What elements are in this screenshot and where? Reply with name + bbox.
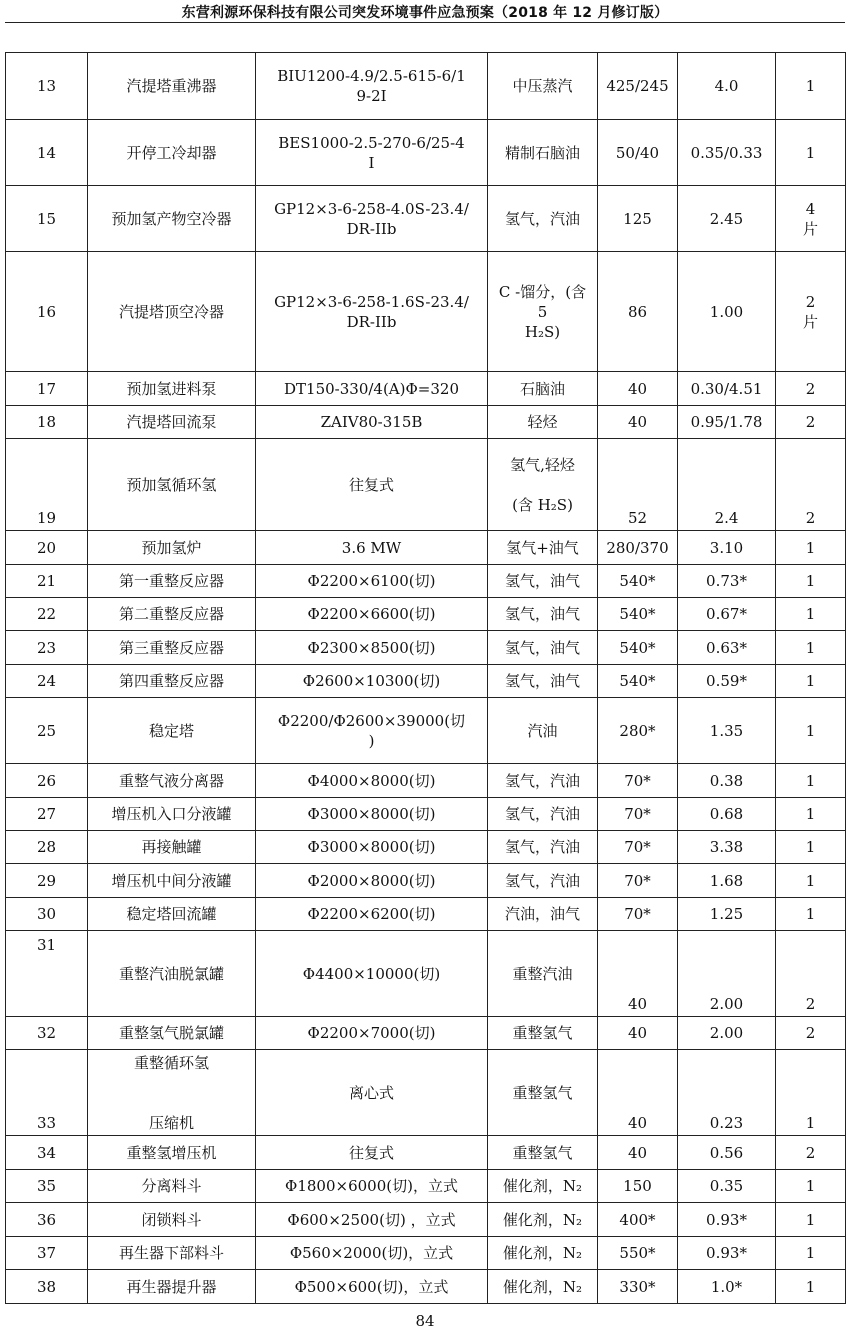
medium: 氢气,轻烃 (含 H₂S) [488, 439, 598, 531]
equipment-spec: 离心式 [256, 1050, 488, 1136]
quantity: 1 [776, 898, 846, 931]
equipment-spec: Φ2200/Φ2600×39000(切 ) [256, 698, 488, 764]
temperature: 125 [598, 186, 678, 252]
temperature: 40 [598, 931, 678, 1017]
equipment-name: 第一重整反应器 [88, 565, 256, 598]
row-number: 16 [6, 252, 88, 372]
table-row [6, 1270, 846, 1304]
table-row [6, 565, 846, 598]
medium: 氢气，油气 [488, 565, 598, 598]
medium: 催化剂，N₂ [488, 1237, 598, 1270]
pressure: 0.56 [678, 1136, 776, 1170]
equipment-spec: Φ3000×8000(切) [256, 798, 488, 831]
medium: 汽油，油气 [488, 898, 598, 931]
equipment-name: 再生器下部料斗 [88, 1237, 256, 1270]
quantity: 1 [776, 531, 846, 565]
temperature: 50/40 [598, 120, 678, 186]
equipment-name: 预加氢进料泵 [88, 372, 256, 406]
row-number: 33 [6, 1050, 88, 1136]
medium: 重整氢气 [488, 1017, 598, 1050]
quantity: 2 [776, 1136, 846, 1170]
temperature: 86 [598, 252, 678, 372]
quantity: 2 [776, 439, 846, 531]
temperature: 540* [598, 565, 678, 598]
quantity: 2 [776, 372, 846, 406]
table-row [6, 864, 846, 898]
equipment-name: 预加氢产物空冷器 [88, 186, 256, 252]
table-row [6, 798, 846, 831]
quantity: 1 [776, 565, 846, 598]
table-row [6, 372, 846, 406]
pressure: 0.73* [678, 565, 776, 598]
equipment-spec: Φ1800×6000(切)，立式 [256, 1170, 488, 1203]
pressure: 4.0 [678, 53, 776, 120]
row-number: 20 [6, 531, 88, 565]
medium: 汽油 [488, 698, 598, 764]
row-number: 15 [6, 186, 88, 252]
equipment-name: 第二重整反应器 [88, 598, 256, 631]
equipment-name: 增压机入口分液罐 [88, 798, 256, 831]
medium: C -馏分，(含 5 H₂S) [488, 252, 598, 372]
equipment-table [5, 52, 846, 1304]
medium: 氢气，油气 [488, 631, 598, 665]
table-row [6, 1237, 846, 1270]
temperature: 425/245 [598, 53, 678, 120]
quantity: 1 [776, 120, 846, 186]
row-number: 24 [6, 665, 88, 698]
quantity: 1 [776, 665, 846, 698]
equipment-spec: 3.6 MW [256, 531, 488, 565]
medium: 重整氢气 [488, 1136, 598, 1170]
equipment-spec: Φ4400×10000(切) [256, 931, 488, 1017]
equipment-name: 汽提塔重沸器 [88, 53, 256, 120]
equipment-spec: ZAIV80-315B [256, 406, 488, 439]
equipment-spec: GP12×3-6-258-4.0S-23.4/ DR-IIb [256, 186, 488, 252]
table-row [6, 1170, 846, 1203]
pressure: 0.67* [678, 598, 776, 631]
quantity: 1 [776, 864, 846, 898]
quantity: 1 [776, 831, 846, 864]
pressure: 0.35 [678, 1170, 776, 1203]
table-row [6, 120, 846, 186]
quantity: 1 [776, 764, 846, 798]
equipment-name: 重整汽油脱氯罐 [88, 931, 256, 1017]
equipment-name: 第三重整反应器 [88, 631, 256, 665]
equipment-name: 汽提塔顶空冷器 [88, 252, 256, 372]
pressure: 1.68 [678, 864, 776, 898]
pressure: 0.35/0.33 [678, 120, 776, 186]
equipment-name: 重整循环氢 压缩机 [88, 1050, 256, 1136]
temperature: 40 [598, 372, 678, 406]
quantity: 1 [776, 631, 846, 665]
temperature: 330* [598, 1270, 678, 1304]
row-number: 27 [6, 798, 88, 831]
quantity: 1 [776, 1203, 846, 1237]
equipment-name: 重整氢增压机 [88, 1136, 256, 1170]
row-number: 17 [6, 372, 88, 406]
equipment-spec: DT150-330/4(A)Φ=320 [256, 372, 488, 406]
row-number: 37 [6, 1237, 88, 1270]
pressure: 0.68 [678, 798, 776, 831]
table-row [6, 1136, 846, 1170]
quantity: 1 [776, 798, 846, 831]
pressure: 0.93* [678, 1237, 776, 1270]
pressure: 2.00 [678, 931, 776, 1017]
equipment-name: 重整气液分离器 [88, 764, 256, 798]
quantity: 1 [776, 1050, 846, 1136]
temperature: 40 [598, 1136, 678, 1170]
temperature: 540* [598, 665, 678, 698]
equipment-spec: Φ2200×6200(切) [256, 898, 488, 931]
temperature: 150 [598, 1170, 678, 1203]
table-row [6, 406, 846, 439]
equipment-name: 再生器提升器 [88, 1270, 256, 1304]
equipment-name: 再接触罐 [88, 831, 256, 864]
quantity: 2 [776, 1017, 846, 1050]
equipment-name: 闭锁料斗 [88, 1203, 256, 1237]
temperature: 280* [598, 698, 678, 764]
medium: 催化剂，N₂ [488, 1270, 598, 1304]
medium: 氢气，油气 [488, 598, 598, 631]
row-number: 14 [6, 120, 88, 186]
equipment-spec: BES1000-2.5-270-6/25-4 I [256, 120, 488, 186]
table-row [6, 931, 846, 1017]
pressure: 2.45 [678, 186, 776, 252]
equipment-name: 分离料斗 [88, 1170, 256, 1203]
medium: 中压蒸汽 [488, 53, 598, 120]
equipment-name: 预加氢炉 [88, 531, 256, 565]
row-number: 26 [6, 764, 88, 798]
table-row [6, 439, 846, 531]
quantity: 2 片 [776, 252, 846, 372]
quantity: 4 片 [776, 186, 846, 252]
equipment-spec: Φ500×600(切)，立式 [256, 1270, 488, 1304]
pressure: 0.95/1.78 [678, 406, 776, 439]
quantity: 2 [776, 931, 846, 1017]
page-number: 84 [415, 1312, 435, 1330]
temperature: 40 [598, 406, 678, 439]
table-row [6, 186, 846, 252]
pressure: 1.25 [678, 898, 776, 931]
quantity: 1 [776, 1170, 846, 1203]
row-number: 28 [6, 831, 88, 864]
medium: 氢气+油气 [488, 531, 598, 565]
table-row [6, 665, 846, 698]
temperature: 540* [598, 631, 678, 665]
temperature: 70* [598, 798, 678, 831]
row-number: 13 [6, 53, 88, 120]
temperature: 70* [598, 831, 678, 864]
row-number: 29 [6, 864, 88, 898]
table-row [6, 53, 846, 120]
equipment-spec: 往复式 [256, 1136, 488, 1170]
pressure: 1.00 [678, 252, 776, 372]
medium: 重整汽油 [488, 931, 598, 1017]
equipment-spec: Φ2200×6600(切) [256, 598, 488, 631]
row-number: 21 [6, 565, 88, 598]
pressure: 2.4 [678, 439, 776, 531]
pressure: 0.93* [678, 1203, 776, 1237]
row-number: 22 [6, 598, 88, 631]
pressure: 0.63* [678, 631, 776, 665]
equipment-spec: BIU1200-4.9/2.5-615-6/1 9-2I [256, 53, 488, 120]
table-row [6, 698, 846, 764]
table-row [6, 1050, 846, 1136]
page-header-title: 东营利源环保科技有限公司突发环境事件应急预案（2018 年 12 月修订版） [181, 5, 669, 21]
quantity: 1 [776, 598, 846, 631]
pressure: 3.10 [678, 531, 776, 565]
table-row [6, 831, 846, 864]
medium: 催化剂，N₂ [488, 1203, 598, 1237]
table-row [6, 1203, 846, 1237]
equipment-name: 重整氢气脱氯罐 [88, 1017, 256, 1050]
pressure: 3.38 [678, 831, 776, 864]
pressure: 0.23 [678, 1050, 776, 1136]
temperature: 70* [598, 898, 678, 931]
table-row [6, 531, 846, 565]
temperature: 70* [598, 864, 678, 898]
equipment-spec: Φ2000×8000(切) [256, 864, 488, 898]
medium: 重整氢气 [488, 1050, 598, 1136]
table-row [6, 252, 846, 372]
medium: 精制石脑油 [488, 120, 598, 186]
quantity: 2 [776, 406, 846, 439]
table-row [6, 898, 846, 931]
row-number: 32 [6, 1017, 88, 1050]
table-row [6, 631, 846, 665]
medium: 氢气，油气 [488, 665, 598, 698]
quantity: 1 [776, 1270, 846, 1304]
equipment-name: 汽提塔回流泵 [88, 406, 256, 439]
equipment-spec: Φ2300×8500(切) [256, 631, 488, 665]
equipment-spec: 往复式 [256, 439, 488, 531]
temperature: 52 [598, 439, 678, 531]
row-number: 35 [6, 1170, 88, 1203]
equipment-spec: Φ4000×8000(切) [256, 764, 488, 798]
row-number: 30 [6, 898, 88, 931]
row-number: 25 [6, 698, 88, 764]
medium: 催化剂，N₂ [488, 1170, 598, 1203]
pressure: 2.00 [678, 1017, 776, 1050]
quantity: 1 [776, 698, 846, 764]
medium: 氢气，汽油 [488, 831, 598, 864]
row-number: 34 [6, 1136, 88, 1170]
row-number: 38 [6, 1270, 88, 1304]
table-row [6, 764, 846, 798]
equipment-name: 第四重整反应器 [88, 665, 256, 698]
medium: 氢气，汽油 [488, 186, 598, 252]
equipment-spec: GP12×3-6-258-1.6S-23.4/ DR-IIb [256, 252, 488, 372]
temperature: 70* [598, 764, 678, 798]
temperature: 550* [598, 1237, 678, 1270]
quantity: 1 [776, 1237, 846, 1270]
equipment-name: 稳定塔回流罐 [88, 898, 256, 931]
medium: 氢气，汽油 [488, 798, 598, 831]
medium: 轻烃 [488, 406, 598, 439]
medium: 氢气，汽油 [488, 864, 598, 898]
row-number: 18 [6, 406, 88, 439]
equipment-spec: Φ2200×6100(切) [256, 565, 488, 598]
temperature: 40 [598, 1050, 678, 1136]
pressure: 0.59* [678, 665, 776, 698]
equipment-spec: Φ2600×10300(切) [256, 665, 488, 698]
temperature: 280/370 [598, 531, 678, 565]
equipment-name: 开停工冷却器 [88, 120, 256, 186]
medium: 氢气，汽油 [488, 764, 598, 798]
temperature: 540* [598, 598, 678, 631]
equipment-spec: Φ3000×8000(切) [256, 831, 488, 864]
quantity: 1 [776, 53, 846, 120]
table-row [6, 1017, 846, 1050]
row-number: 31 [6, 931, 88, 1017]
pressure: 1.0* [678, 1270, 776, 1304]
row-number: 19 [6, 439, 88, 531]
row-number: 36 [6, 1203, 88, 1237]
equipment-name: 预加氢循环氢 [88, 439, 256, 531]
temperature: 400* [598, 1203, 678, 1237]
header-rule [5, 22, 845, 23]
equipment-name: 稳定塔 [88, 698, 256, 764]
equipment-spec: Φ2200×7000(切) [256, 1017, 488, 1050]
table-row [6, 598, 846, 631]
medium: 石脑油 [488, 372, 598, 406]
row-number: 23 [6, 631, 88, 665]
equipment-spec: Φ600×2500(切) ，立式 [256, 1203, 488, 1237]
equipment-name: 增压机中间分液罐 [88, 864, 256, 898]
temperature: 40 [598, 1017, 678, 1050]
pressure: 1.35 [678, 698, 776, 764]
pressure: 0.38 [678, 764, 776, 798]
pressure: 0.30/4.51 [678, 372, 776, 406]
equipment-spec: Φ560×2000(切)，立式 [256, 1237, 488, 1270]
